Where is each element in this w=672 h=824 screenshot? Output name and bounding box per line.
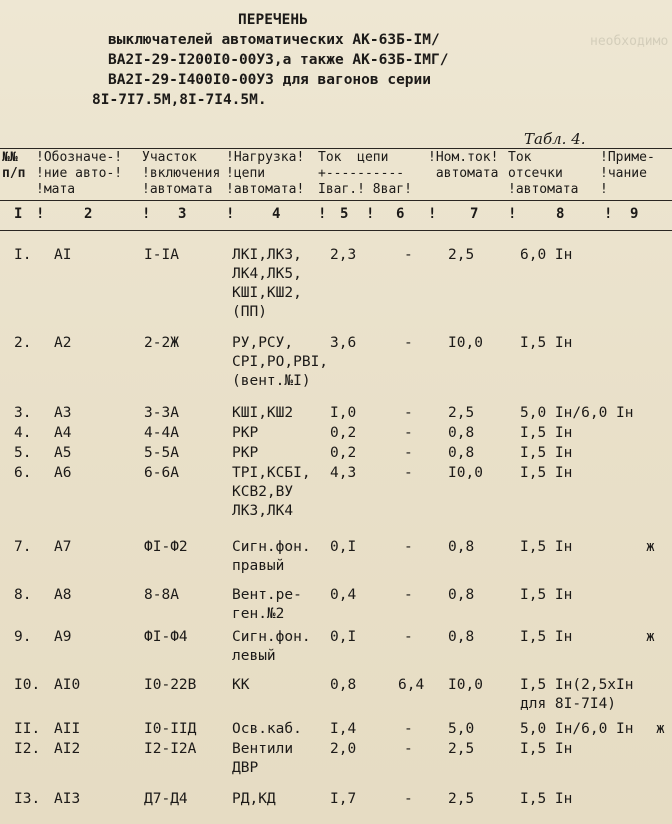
section: I2-I2А bbox=[144, 741, 197, 757]
breaker-id: А4 bbox=[54, 425, 72, 441]
row-number: 9. bbox=[14, 629, 32, 645]
load: РУ,РСУ, СРI,РО,РВI, (вент.№I) bbox=[232, 335, 329, 389]
breaker-id: АI0 bbox=[54, 677, 81, 693]
current-1-car: 0,4 bbox=[330, 587, 357, 603]
current-8-cars: - bbox=[404, 425, 413, 441]
column-number-bottom-rule bbox=[0, 230, 672, 231]
table-number-label: Табл. 4. bbox=[524, 130, 586, 148]
current-8-cars: - bbox=[404, 539, 413, 555]
nominal-current: 0,8 bbox=[448, 587, 475, 603]
nominal-current: 2,5 bbox=[448, 791, 475, 807]
cutoff-current: I,5 Iн bbox=[520, 465, 573, 481]
current-8-cars: - bbox=[404, 465, 413, 481]
title-line-5: 8I-7I7.5М,8I-7I4.5М. bbox=[92, 92, 267, 108]
title-line-2: выключателей автоматических АК-63Б-IМ/ bbox=[108, 32, 440, 48]
column-number: 9 bbox=[630, 206, 639, 222]
row-number: 8. bbox=[14, 587, 32, 603]
breaker-id: А6 bbox=[54, 465, 72, 481]
current-1-car: I,4 bbox=[330, 721, 357, 737]
row-number: 6. bbox=[14, 465, 32, 481]
current-1-car: 2,0 bbox=[330, 741, 357, 757]
current-1-car: 0,2 bbox=[330, 445, 357, 461]
load: РКР bbox=[232, 445, 259, 461]
column-number: 2 bbox=[84, 206, 93, 222]
column-number: 4 bbox=[272, 206, 281, 222]
section: ФI-Ф2 bbox=[144, 539, 188, 555]
load: ТРI,КСБI, КСВ2,ВУ ЛК3,ЛК4 bbox=[232, 465, 311, 519]
nominal-current: 0,8 bbox=[448, 425, 475, 441]
cutoff-current: I,5 Iн bbox=[520, 335, 573, 351]
load: Вент.ре- ген.№2 bbox=[232, 587, 302, 622]
section: 4-4А bbox=[144, 425, 179, 441]
header-col-section: Участок !включения !автомата bbox=[142, 150, 221, 197]
nominal-current: I0,0 bbox=[448, 335, 483, 351]
load: Вентили ДВР bbox=[232, 741, 294, 776]
cutoff-current: I,5 Iн bbox=[520, 539, 573, 555]
breaker-id: А5 bbox=[54, 445, 72, 461]
header-col-note: !Приме- !чание ! bbox=[600, 150, 655, 197]
row-number: 2. bbox=[14, 335, 32, 351]
nominal-current: 2,5 bbox=[448, 247, 475, 263]
title-line-1: ПЕРЕЧЕНЬ bbox=[238, 12, 308, 28]
section: I-IА bbox=[144, 247, 179, 263]
header-col-nominal-current: !Ном.ток! автомата bbox=[428, 150, 499, 181]
breaker-id: А2 bbox=[54, 335, 72, 351]
row-number: I3. bbox=[14, 791, 41, 807]
column-number: 7 bbox=[470, 206, 479, 222]
section: 6-6А bbox=[144, 465, 179, 481]
current-8-cars: 6,4 bbox=[398, 677, 425, 693]
cutoff-current: I,5 Iн bbox=[520, 791, 573, 807]
load: РД,КД bbox=[232, 791, 276, 807]
nominal-current: I0,0 bbox=[448, 465, 483, 481]
breaker-id: А9 bbox=[54, 629, 72, 645]
table-top-rule bbox=[0, 148, 672, 149]
header-col-current: Ток цепи +---------- Iваг.! 8ваг! bbox=[318, 150, 412, 197]
current-1-car: 0,2 bbox=[330, 425, 357, 441]
current-8-cars: - bbox=[404, 629, 413, 645]
column-number: 6 bbox=[396, 206, 405, 222]
current-1-car: 2,3 bbox=[330, 247, 357, 263]
load: КШI,КШ2 bbox=[232, 405, 294, 421]
row-number: 3. bbox=[14, 405, 32, 421]
column-number: I bbox=[14, 206, 23, 222]
current-8-cars: - bbox=[404, 335, 413, 351]
column-number: 5 bbox=[340, 206, 349, 222]
breaker-id: АI bbox=[54, 247, 72, 263]
note: ж bbox=[646, 629, 655, 645]
row-number: I0. bbox=[14, 677, 41, 693]
current-8-cars: - bbox=[404, 791, 413, 807]
section: 5-5А bbox=[144, 445, 179, 461]
header-col-number: №№ п/п bbox=[2, 150, 26, 181]
row-number: 4. bbox=[14, 425, 32, 441]
row-number: II. bbox=[14, 721, 41, 737]
section: 8-8А bbox=[144, 587, 179, 603]
cutoff-current: 5,0 Iн/6,0 Iн bbox=[520, 721, 634, 737]
current-1-car: I,7 bbox=[330, 791, 357, 807]
header-col-cutoff-current: Ток отсечки !автомата bbox=[508, 150, 579, 197]
section: I0-IIД bbox=[144, 721, 197, 737]
section: 2-2Ж bbox=[144, 335, 179, 351]
current-1-car: 0,8 bbox=[330, 677, 357, 693]
cutoff-current: I,5 Iн bbox=[520, 587, 573, 603]
section: Д7-Д4 bbox=[144, 791, 188, 807]
column-number: 8 bbox=[556, 206, 565, 222]
current-1-car: 0,I bbox=[330, 629, 357, 645]
current-8-cars: - bbox=[404, 247, 413, 263]
row-number: I2. bbox=[14, 741, 41, 757]
current-1-car: 4,3 bbox=[330, 465, 357, 481]
cutoff-current: I,5 Iн bbox=[520, 741, 573, 757]
section: I0-22В bbox=[144, 677, 197, 693]
load: КК bbox=[232, 677, 250, 693]
note: ж bbox=[646, 539, 655, 555]
current-1-car: 3,6 bbox=[330, 335, 357, 351]
current-1-car: 0,I bbox=[330, 539, 357, 555]
nominal-current: 0,8 bbox=[448, 539, 475, 555]
cutoff-current: I,5 Iн bbox=[520, 425, 573, 441]
breaker-id: АII bbox=[54, 721, 81, 737]
table-header bbox=[0, 150, 672, 198]
cutoff-current: 6,0 Iн bbox=[520, 247, 573, 263]
nominal-current: 0,8 bbox=[448, 629, 475, 645]
breaker-id: А3 bbox=[54, 405, 72, 421]
bleed-through-text: необходимо bbox=[590, 34, 669, 49]
nominal-current: 5,0 bbox=[448, 721, 475, 737]
cutoff-current: I,5 Iн(2,5xIн для 8I-7I4) bbox=[520, 677, 634, 712]
breaker-id: АI3 bbox=[54, 791, 81, 807]
current-8-cars: - bbox=[404, 721, 413, 737]
breaker-id: А8 bbox=[54, 587, 72, 603]
title-block bbox=[92, 10, 648, 110]
row-number: 7. bbox=[14, 539, 32, 555]
title-line-3: ВА2I-29-I200I0-00У3,а также АК-63Б-IМГ/ bbox=[108, 52, 449, 68]
load: Сигн.фон. левый bbox=[232, 629, 311, 664]
current-8-cars: - bbox=[404, 587, 413, 603]
current-8-cars: - bbox=[404, 405, 413, 421]
header-col-load: !Нагрузка! !цепи !автомата! bbox=[226, 150, 305, 197]
row-number: 5. bbox=[14, 445, 32, 461]
breaker-id: АI2 bbox=[54, 741, 81, 757]
cutoff-current: I,5 Iн bbox=[520, 629, 573, 645]
section: 3-3А bbox=[144, 405, 179, 421]
section: ФI-Ф4 bbox=[144, 629, 188, 645]
current-8-cars: - bbox=[404, 741, 413, 757]
header-bottom-rule bbox=[0, 200, 672, 201]
current-1-car: I,0 bbox=[330, 405, 357, 421]
note: ж bbox=[656, 721, 665, 737]
nominal-current: 0,8 bbox=[448, 445, 475, 461]
row-number: I. bbox=[14, 247, 32, 263]
load: Осв.каб. bbox=[232, 721, 302, 737]
load: Сигн.фон. правый bbox=[232, 539, 311, 574]
nominal-current: 2,5 bbox=[448, 405, 475, 421]
cutoff-current: I,5 Iн bbox=[520, 445, 573, 461]
header-col-designation: !Обозначе-! !ние авто-! !мата bbox=[36, 150, 123, 197]
current-8-cars: - bbox=[404, 445, 413, 461]
nominal-current: 2,5 bbox=[448, 741, 475, 757]
load: РКР bbox=[232, 425, 259, 441]
title-line-4: ВА2I-29-I400I0-00У3 для вагонов серии bbox=[108, 72, 432, 88]
load: ЛКI,ЛК3, ЛК4,ЛК5, КШI,КШ2, (ПП) bbox=[232, 247, 302, 320]
cutoff-current: 5,0 Iн/6,0 Iн bbox=[520, 405, 634, 421]
breaker-id: А7 bbox=[54, 539, 72, 555]
nominal-current: I0,0 bbox=[448, 677, 483, 693]
column-number-row: I ! 2 ! 3 ! 4 ! 5 ! 6 ! 7 ! 8 ! 9 bbox=[14, 206, 639, 222]
column-number: 3 bbox=[178, 206, 187, 222]
